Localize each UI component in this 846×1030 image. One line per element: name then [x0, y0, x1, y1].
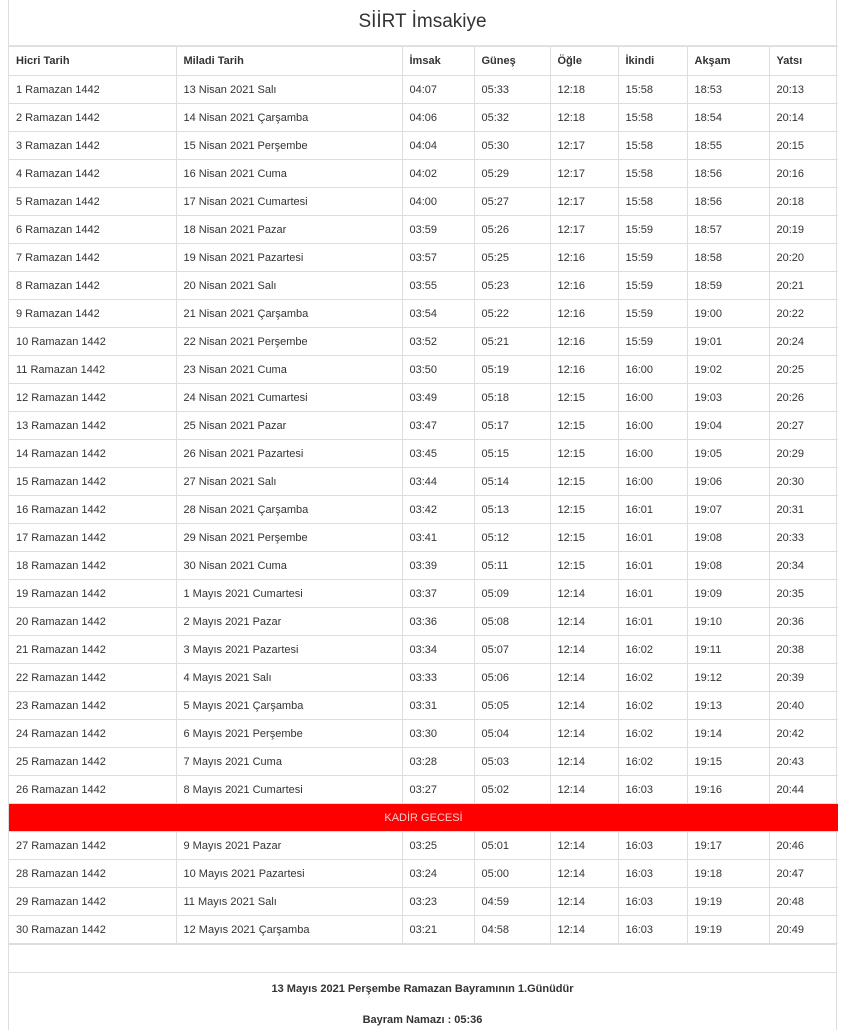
- cell-ogle: 12:14: [550, 832, 618, 860]
- cell-miladi: 1 Mayıs 2021 Cumartesi: [176, 580, 402, 608]
- table-row: [9, 160, 838, 188]
- imsakiye-panel: [8, 0, 837, 1030]
- table-row: [9, 384, 838, 412]
- cell-ikindi: 16:00: [618, 468, 687, 496]
- table-row: [9, 244, 838, 272]
- cell-miladi: 13 Nisan 2021 Salı: [176, 76, 402, 104]
- cell-imsak: 03:52: [402, 328, 474, 356]
- footer: [9, 983, 836, 1026]
- cell-imsak: 03:39: [402, 552, 474, 580]
- cell-hicri: 8 Ramazan 1442: [9, 272, 176, 300]
- cell-ikindi: 15:59: [618, 300, 687, 328]
- cell-yatsi: 20:49: [769, 916, 838, 944]
- cell-imsak: 04:04: [402, 132, 474, 160]
- cell-gunes: 05:09: [474, 580, 550, 608]
- table-row: [9, 636, 838, 664]
- cell-ogle: 12:14: [550, 580, 618, 608]
- cell-ikindi: 16:03: [618, 832, 687, 860]
- cell-yatsi: 20:18: [769, 188, 838, 216]
- cell-ikindi: 15:59: [618, 216, 687, 244]
- cell-imsak: 04:07: [402, 76, 474, 104]
- cell-aksam: 19:09: [687, 580, 769, 608]
- cell-hicri: 29 Ramazan 1442: [9, 888, 176, 916]
- cell-miladi: 7 Mayıs 2021 Cuma: [176, 748, 402, 776]
- cell-yatsi: 20:47: [769, 860, 838, 888]
- cell-miladi: 17 Nisan 2021 Cumartesi: [176, 188, 402, 216]
- cell-aksam: 19:18: [687, 860, 769, 888]
- cell-gunes: 05:05: [474, 692, 550, 720]
- cell-ogle: 12:15: [550, 384, 618, 412]
- cell-ogle: 12:16: [550, 244, 618, 272]
- cell-gunes: 05:11: [474, 552, 550, 580]
- cell-hicri: 4 Ramazan 1442: [9, 160, 176, 188]
- table-row: [9, 496, 838, 524]
- table-row: [9, 328, 838, 356]
- cell-yatsi: 20:40: [769, 692, 838, 720]
- cell-hicri: 7 Ramazan 1442: [9, 244, 176, 272]
- cell-aksam: 19:00: [687, 300, 769, 328]
- cell-miladi: 10 Mayıs 2021 Pazartesi: [176, 860, 402, 888]
- table-row: [9, 888, 838, 916]
- cell-yatsi: 20:14: [769, 104, 838, 132]
- header-miladi: Miladi Tarih: [176, 47, 402, 76]
- cell-miladi: 15 Nisan 2021 Perşembe: [176, 132, 402, 160]
- cell-ogle: 12:17: [550, 216, 618, 244]
- cell-gunes: 05:04: [474, 720, 550, 748]
- cell-gunes: 05:33: [474, 76, 550, 104]
- cell-ogle: 12:17: [550, 132, 618, 160]
- cell-ogle: 12:14: [550, 664, 618, 692]
- cell-miladi: 26 Nisan 2021 Pazartesi: [176, 440, 402, 468]
- cell-ogle: 12:17: [550, 188, 618, 216]
- cell-imsak: 03:24: [402, 860, 474, 888]
- cell-imsak: 03:55: [402, 272, 474, 300]
- cell-aksam: 18:54: [687, 104, 769, 132]
- spacer-row: [9, 944, 836, 973]
- table-row: [9, 76, 838, 104]
- cell-miladi: 21 Nisan 2021 Çarşamba: [176, 300, 402, 328]
- bayram-text: 13 Mayıs 2021 Perşembe Ramazan Bayramının 1.Günüdür: [271, 983, 574, 995]
- table-row: [9, 272, 838, 300]
- cell-imsak: 03:36: [402, 608, 474, 636]
- cell-imsak: 03:57: [402, 244, 474, 272]
- cell-imsak: 03:47: [402, 412, 474, 440]
- cell-miladi: 14 Nisan 2021 Çarşamba: [176, 104, 402, 132]
- cell-gunes: 05:14: [474, 468, 550, 496]
- header-aksam: Akşam: [687, 47, 769, 76]
- cell-ikindi: 16:00: [618, 440, 687, 468]
- cell-ogle: 12:15: [550, 496, 618, 524]
- cell-ikindi: 15:59: [618, 272, 687, 300]
- cell-aksam: 19:19: [687, 916, 769, 944]
- cell-ogle: 12:14: [550, 608, 618, 636]
- cell-yatsi: 20:39: [769, 664, 838, 692]
- cell-gunes: 05:18: [474, 384, 550, 412]
- cell-ikindi: 16:02: [618, 748, 687, 776]
- cell-imsak: 03:44: [402, 468, 474, 496]
- cell-ikindi: 15:59: [618, 328, 687, 356]
- cell-gunes: 05:03: [474, 748, 550, 776]
- cell-miladi: 29 Nisan 2021 Perşembe: [176, 524, 402, 552]
- cell-ogle: 12:15: [550, 412, 618, 440]
- cell-aksam: 19:02: [687, 356, 769, 384]
- cell-gunes: 05:17: [474, 412, 550, 440]
- cell-miladi: 2 Mayıs 2021 Pazar: [176, 608, 402, 636]
- page-title: SİİRT İmsakiye: [9, 0, 836, 46]
- cell-ikindi: 16:01: [618, 608, 687, 636]
- cell-miladi: 4 Mayıs 2021 Salı: [176, 664, 402, 692]
- cell-hicri: 16 Ramazan 1442: [9, 496, 176, 524]
- cell-aksam: 18:57: [687, 216, 769, 244]
- cell-hicri: 1 Ramazan 1442: [9, 76, 176, 104]
- cell-yatsi: 20:26: [769, 384, 838, 412]
- cell-yatsi: 20:44: [769, 776, 838, 804]
- cell-ikindi: 15:59: [618, 244, 687, 272]
- cell-ogle: 12:16: [550, 300, 618, 328]
- table-row: [9, 412, 838, 440]
- cell-gunes: 05:12: [474, 524, 550, 552]
- cell-miladi: 20 Nisan 2021 Salı: [176, 272, 402, 300]
- cell-ogle: 12:14: [550, 916, 618, 944]
- cell-ogle: 12:18: [550, 76, 618, 104]
- cell-ikindi: 16:01: [618, 524, 687, 552]
- table-row: [9, 608, 838, 636]
- cell-yatsi: 20:38: [769, 636, 838, 664]
- cell-aksam: 18:59: [687, 272, 769, 300]
- cell-ikindi: 16:01: [618, 552, 687, 580]
- cell-ikindi: 15:58: [618, 132, 687, 160]
- cell-hicri: 28 Ramazan 1442: [9, 860, 176, 888]
- cell-ikindi: 15:58: [618, 76, 687, 104]
- cell-aksam: 19:10: [687, 608, 769, 636]
- cell-hicri: 6 Ramazan 1442: [9, 216, 176, 244]
- cell-gunes: 05:13: [474, 496, 550, 524]
- cell-imsak: 03:37: [402, 580, 474, 608]
- cell-yatsi: 20:48: [769, 888, 838, 916]
- cell-aksam: 19:17: [687, 832, 769, 860]
- cell-hicri: 13 Ramazan 1442: [9, 412, 176, 440]
- table-row: [9, 216, 838, 244]
- cell-miladi: 19 Nisan 2021 Pazartesi: [176, 244, 402, 272]
- cell-yatsi: 20:20: [769, 244, 838, 272]
- kadir-gecesi-row: [9, 804, 838, 832]
- cell-aksam: 18:56: [687, 188, 769, 216]
- cell-imsak: 03:45: [402, 440, 474, 468]
- header-hicri: Hicri Tarih: [9, 47, 176, 76]
- cell-imsak: 03:31: [402, 692, 474, 720]
- table-row: [9, 692, 838, 720]
- cell-yatsi: 20:16: [769, 160, 838, 188]
- cell-ogle: 12:14: [550, 776, 618, 804]
- table-row: [9, 860, 838, 888]
- cell-miladi: 8 Mayıs 2021 Cumartesi: [176, 776, 402, 804]
- cell-aksam: 19:08: [687, 524, 769, 552]
- cell-hicri: 18 Ramazan 1442: [9, 552, 176, 580]
- table-row: [9, 832, 838, 860]
- cell-ogle: 12:15: [550, 440, 618, 468]
- cell-ikindi: 16:01: [618, 580, 687, 608]
- table-row: [9, 104, 838, 132]
- cell-gunes: 05:29: [474, 160, 550, 188]
- cell-imsak: 04:00: [402, 188, 474, 216]
- cell-aksam: 19:01: [687, 328, 769, 356]
- cell-hicri: 27 Ramazan 1442: [9, 832, 176, 860]
- cell-gunes: 05:25: [474, 244, 550, 272]
- cell-ikindi: 16:03: [618, 776, 687, 804]
- cell-gunes: 04:59: [474, 888, 550, 916]
- cell-gunes: 05:06: [474, 664, 550, 692]
- cell-gunes: 05:00: [474, 860, 550, 888]
- header-imsak: İmsak: [402, 47, 474, 76]
- cell-hicri: 10 Ramazan 1442: [9, 328, 176, 356]
- cell-aksam: 19:08: [687, 552, 769, 580]
- cell-ogle: 12:14: [550, 720, 618, 748]
- cell-ogle: 12:18: [550, 104, 618, 132]
- cell-aksam: 18:53: [687, 76, 769, 104]
- table-row: [9, 580, 838, 608]
- cell-yatsi: 20:43: [769, 748, 838, 776]
- cell-gunes: 05:15: [474, 440, 550, 468]
- cell-hicri: 5 Ramazan 1442: [9, 188, 176, 216]
- cell-ikindi: 16:03: [618, 860, 687, 888]
- cell-aksam: 19:14: [687, 720, 769, 748]
- cell-hicri: 20 Ramazan 1442: [9, 608, 176, 636]
- cell-ikindi: 16:02: [618, 720, 687, 748]
- header-ogle: Öğle: [550, 47, 618, 76]
- cell-ikindi: 16:02: [618, 692, 687, 720]
- cell-yatsi: 20:25: [769, 356, 838, 384]
- cell-miladi: 5 Mayıs 2021 Çarşamba: [176, 692, 402, 720]
- cell-imsak: 03:41: [402, 524, 474, 552]
- cell-ogle: 12:14: [550, 636, 618, 664]
- cell-yatsi: 20:35: [769, 580, 838, 608]
- cell-ogle: 12:14: [550, 860, 618, 888]
- cell-hicri: 9 Ramazan 1442: [9, 300, 176, 328]
- cell-ogle: 12:15: [550, 524, 618, 552]
- cell-gunes: 05:32: [474, 104, 550, 132]
- cell-hicri: 30 Ramazan 1442: [9, 916, 176, 944]
- cell-aksam: 19:05: [687, 440, 769, 468]
- cell-yatsi: 20:13: [769, 76, 838, 104]
- cell-ikindi: 16:00: [618, 412, 687, 440]
- cell-ogle: 12:16: [550, 272, 618, 300]
- cell-hicri: 11 Ramazan 1442: [9, 356, 176, 384]
- cell-aksam: 19:19: [687, 888, 769, 916]
- cell-miladi: 22 Nisan 2021 Perşembe: [176, 328, 402, 356]
- cell-miladi: 23 Nisan 2021 Cuma: [176, 356, 402, 384]
- cell-ikindi: 15:58: [618, 160, 687, 188]
- cell-ogle: 12:14: [550, 692, 618, 720]
- table-row: [9, 524, 838, 552]
- cell-imsak: 03:54: [402, 300, 474, 328]
- cell-imsak: 03:21: [402, 916, 474, 944]
- cell-aksam: 18:58: [687, 244, 769, 272]
- cell-aksam: 19:13: [687, 692, 769, 720]
- table-header-row: [9, 47, 838, 76]
- cell-miladi: 6 Mayıs 2021 Perşembe: [176, 720, 402, 748]
- cell-miladi: 16 Nisan 2021 Cuma: [176, 160, 402, 188]
- cell-ikindi: 16:03: [618, 888, 687, 916]
- cell-hicri: 14 Ramazan 1442: [9, 440, 176, 468]
- cell-gunes: 05:21: [474, 328, 550, 356]
- cell-imsak: 03:33: [402, 664, 474, 692]
- cell-ogle: 12:14: [550, 748, 618, 776]
- cell-gunes: 05:26: [474, 216, 550, 244]
- cell-hicri: 22 Ramazan 1442: [9, 664, 176, 692]
- cell-yatsi: 20:24: [769, 328, 838, 356]
- cell-aksam: 19:12: [687, 664, 769, 692]
- cell-aksam: 19:06: [687, 468, 769, 496]
- table-row: [9, 664, 838, 692]
- header-ikindi: İkindi: [618, 47, 687, 76]
- table-row: [9, 440, 838, 468]
- cell-miladi: 24 Nisan 2021 Cumartesi: [176, 384, 402, 412]
- table-row: [9, 356, 838, 384]
- cell-gunes: 05:30: [474, 132, 550, 160]
- rows-before: [9, 76, 838, 804]
- cell-miladi: 18 Nisan 2021 Pazar: [176, 216, 402, 244]
- cell-hicri: 17 Ramazan 1442: [9, 524, 176, 552]
- cell-yatsi: 20:19: [769, 216, 838, 244]
- cell-aksam: 18:55: [687, 132, 769, 160]
- cell-miladi: 9 Mayıs 2021 Pazar: [176, 832, 402, 860]
- cell-gunes: 05:22: [474, 300, 550, 328]
- cell-hicri: 2 Ramazan 1442: [9, 104, 176, 132]
- cell-ikindi: 16:02: [618, 636, 687, 664]
- cell-imsak: 03:59: [402, 216, 474, 244]
- cell-imsak: 03:28: [402, 748, 474, 776]
- cell-hicri: 21 Ramazan 1442: [9, 636, 176, 664]
- cell-hicri: 24 Ramazan 1442: [9, 720, 176, 748]
- table-row: [9, 188, 838, 216]
- cell-ikindi: 16:02: [618, 664, 687, 692]
- cell-gunes: 05:07: [474, 636, 550, 664]
- bayram-namazi: Bayram Namazı : 05:36: [362, 1014, 483, 1026]
- cell-yatsi: 20:22: [769, 300, 838, 328]
- cell-yatsi: 20:34: [769, 552, 838, 580]
- cell-hicri: 26 Ramazan 1442: [9, 776, 176, 804]
- cell-ogle: 12:14: [550, 888, 618, 916]
- cell-miladi: 12 Mayıs 2021 Çarşamba: [176, 916, 402, 944]
- cell-gunes: 05:27: [474, 188, 550, 216]
- imsakiye-table: [9, 46, 838, 944]
- table-row: [9, 552, 838, 580]
- cell-gunes: 05:02: [474, 776, 550, 804]
- cell-aksam: 19:07: [687, 496, 769, 524]
- cell-miladi: 27 Nisan 2021 Salı: [176, 468, 402, 496]
- table-row: [9, 776, 838, 804]
- cell-hicri: 23 Ramazan 1442: [9, 692, 176, 720]
- cell-aksam: 19:04: [687, 412, 769, 440]
- table-row: [9, 916, 838, 944]
- cell-imsak: 03:34: [402, 636, 474, 664]
- cell-ikindi: 15:58: [618, 188, 687, 216]
- cell-imsak: 04:06: [402, 104, 474, 132]
- cell-ikindi: 15:58: [618, 104, 687, 132]
- cell-ikindi: 16:00: [618, 356, 687, 384]
- cell-yatsi: 20:31: [769, 496, 838, 524]
- cell-hicri: 3 Ramazan 1442: [9, 132, 176, 160]
- header-yatsi: Yatsı: [769, 47, 838, 76]
- table-row: [9, 132, 838, 160]
- table-row: [9, 720, 838, 748]
- cell-yatsi: 20:27: [769, 412, 838, 440]
- cell-miladi: 30 Nisan 2021 Cuma: [176, 552, 402, 580]
- cell-imsak: 03:49: [402, 384, 474, 412]
- cell-yatsi: 20:30: [769, 468, 838, 496]
- cell-aksam: 19:11: [687, 636, 769, 664]
- cell-imsak: 03:42: [402, 496, 474, 524]
- cell-imsak: 04:02: [402, 160, 474, 188]
- cell-yatsi: 20:42: [769, 720, 838, 748]
- cell-imsak: 03:23: [402, 888, 474, 916]
- cell-imsak: 03:25: [402, 832, 474, 860]
- cell-miladi: 28 Nisan 2021 Çarşamba: [176, 496, 402, 524]
- cell-hicri: 19 Ramazan 1442: [9, 580, 176, 608]
- table-row: [9, 468, 838, 496]
- cell-miladi: 25 Nisan 2021 Pazar: [176, 412, 402, 440]
- cell-ogle: 12:16: [550, 328, 618, 356]
- kadir-gecesi-label: KADİR GECESİ: [9, 804, 838, 832]
- cell-yatsi: 20:46: [769, 832, 838, 860]
- cell-aksam: 19:03: [687, 384, 769, 412]
- header-gunes: Güneş: [474, 47, 550, 76]
- cell-gunes: 05:01: [474, 832, 550, 860]
- cell-gunes: 05:23: [474, 272, 550, 300]
- cell-aksam: 19:16: [687, 776, 769, 804]
- cell-yatsi: 20:15: [769, 132, 838, 160]
- cell-hicri: 25 Ramazan 1442: [9, 748, 176, 776]
- cell-imsak: 03:27: [402, 776, 474, 804]
- cell-aksam: 19:15: [687, 748, 769, 776]
- cell-yatsi: 20:36: [769, 608, 838, 636]
- cell-ogle: 12:15: [550, 468, 618, 496]
- cell-ikindi: 16:03: [618, 916, 687, 944]
- cell-ikindi: 16:01: [618, 496, 687, 524]
- cell-gunes: 04:58: [474, 916, 550, 944]
- table-row: [9, 748, 838, 776]
- cell-hicri: 15 Ramazan 1442: [9, 468, 176, 496]
- cell-yatsi: 20:29: [769, 440, 838, 468]
- cell-ogle: 12:16: [550, 356, 618, 384]
- cell-ogle: 12:17: [550, 160, 618, 188]
- cell-gunes: 05:19: [474, 356, 550, 384]
- table-row: [9, 300, 838, 328]
- cell-yatsi: 20:33: [769, 524, 838, 552]
- cell-imsak: 03:30: [402, 720, 474, 748]
- cell-miladi: 11 Mayıs 2021 Salı: [176, 888, 402, 916]
- cell-ikindi: 16:00: [618, 384, 687, 412]
- cell-imsak: 03:50: [402, 356, 474, 384]
- cell-gunes: 05:08: [474, 608, 550, 636]
- cell-aksam: 18:56: [687, 160, 769, 188]
- rows-after: [9, 832, 838, 944]
- cell-yatsi: 20:21: [769, 272, 838, 300]
- cell-hicri: 12 Ramazan 1442: [9, 384, 176, 412]
- cell-ogle: 12:15: [550, 552, 618, 580]
- cell-miladi: 3 Mayıs 2021 Pazartesi: [176, 636, 402, 664]
